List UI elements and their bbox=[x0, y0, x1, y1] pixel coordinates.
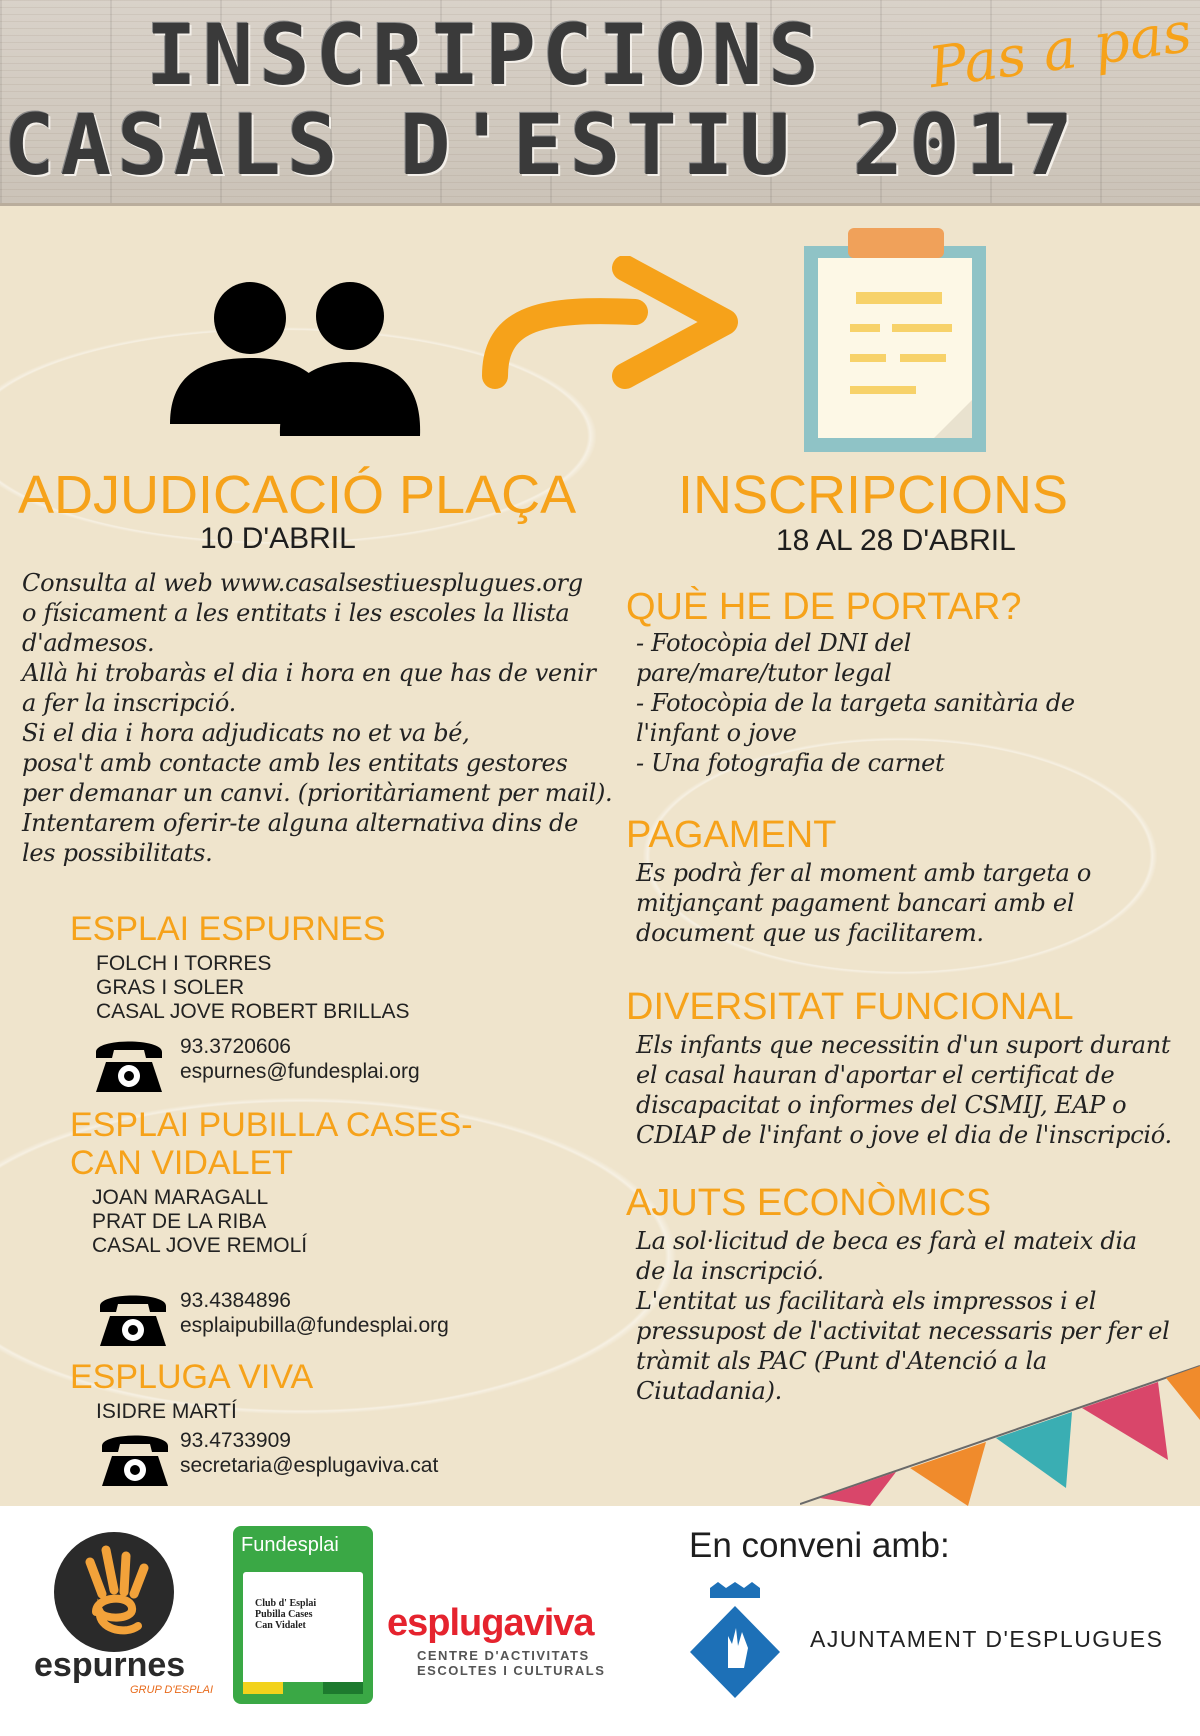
section-title: DIVERSITAT FUNCIONAL bbox=[626, 986, 1074, 1028]
left-date: 10 D'ABRIL bbox=[200, 522, 356, 555]
section-line: L'entitat us facilitarà els impressos i el bbox=[636, 1287, 1097, 1315]
section-line: discapacitat o informes del CSMIJ, EAP o bbox=[636, 1091, 1127, 1119]
entity-name: ESPLAI ESPURNES bbox=[70, 910, 386, 948]
title-line-1: INSCRIPCIONS bbox=[146, 6, 825, 104]
right-heading: INSCRIPCIONS bbox=[678, 465, 1069, 525]
email-link[interactable]: secretaria@esplugaviva.cat bbox=[180, 1454, 439, 1477]
phone-number[interactable]: 93.3720606 bbox=[180, 1035, 291, 1058]
entity-contact bbox=[180, 1288, 449, 1338]
fundesplai-name: Fundesplai bbox=[241, 1534, 339, 1556]
section-line: - Fotocòpia de la targeta sanitària de bbox=[636, 689, 1075, 717]
esplugaviva-name: esplugaviva bbox=[387, 1602, 594, 1644]
telephone-icon bbox=[92, 1032, 166, 1094]
section-line: mitjançant pagament bancari amb el bbox=[636, 889, 1075, 917]
email-link[interactable]: esplaipubilla@fundesplai.org bbox=[180, 1314, 449, 1337]
school-name: JOAN MARAGALL bbox=[92, 1186, 269, 1209]
section-line: Els infants que necessitin d'un suport durant bbox=[636, 1031, 1171, 1059]
section-line: de la inscripció. bbox=[636, 1257, 824, 1285]
school-name: FOLCH I TORRES bbox=[96, 952, 272, 975]
section-line: - Una fotografia de carnet bbox=[636, 749, 945, 777]
esplugaviva-sub-line: CENTRE D'ACTIVITATS bbox=[417, 1648, 590, 1663]
entity-name-line: CAN VIDALET bbox=[70, 1144, 293, 1182]
section-line: pressupost de l'activitat necessaris per fer el bbox=[636, 1317, 1170, 1345]
left-body-line: Consulta al web www.casalsestiuesplugues.org bbox=[22, 569, 583, 597]
right-date: 18 AL 28 D'ABRIL bbox=[776, 524, 1016, 557]
fundesplai-logo bbox=[233, 1526, 373, 1704]
left-body-line: posa't amb contacte amb les entitats gestores bbox=[22, 749, 568, 777]
clipboard-icon bbox=[800, 224, 990, 454]
telephone-icon bbox=[98, 1426, 172, 1488]
tagline: Pas a pas bbox=[924, 0, 1196, 102]
entity-schools bbox=[96, 1400, 237, 1424]
left-body-line: Intentarem oferir-te alguna alternativa dins de bbox=[22, 809, 578, 837]
left-body-line: Si el dia i hora adjudicats no et va bé, bbox=[22, 719, 470, 747]
section-body bbox=[636, 628, 1075, 778]
footer-logos bbox=[0, 1506, 1200, 1736]
section-line: CDIAP de l'infant o jove el dia de l'inscripció. bbox=[636, 1121, 1172, 1149]
section-line: el casal hauran d'aportar el certificat de bbox=[636, 1061, 1115, 1089]
espurnes-logo bbox=[54, 1532, 174, 1652]
school-name: GRAS I SOLER bbox=[96, 976, 245, 999]
entity-contact bbox=[180, 1034, 420, 1084]
conveni-label: En conveni amb: bbox=[689, 1526, 950, 1565]
fundesplai-card bbox=[243, 1572, 363, 1694]
title-line-2: CASALS D'ESTIU 2017 bbox=[4, 96, 1079, 194]
school-name: ISIDRE MARTÍ bbox=[96, 1400, 237, 1423]
entity-schools bbox=[96, 952, 410, 1024]
card-line: Club d' Esplai bbox=[255, 1598, 317, 1609]
entity-name-line: ESPLAI PUBILLA CASES- bbox=[70, 1106, 473, 1144]
bunting-decoration bbox=[800, 1356, 1200, 1506]
entity-name bbox=[70, 1106, 473, 1182]
header-banner bbox=[0, 0, 1200, 206]
phone-number[interactable]: 93.4733909 bbox=[180, 1429, 291, 1452]
esplugaviva-subtitle bbox=[417, 1648, 605, 1678]
left-body-line: les possibilitats. bbox=[22, 839, 213, 867]
color-strip bbox=[243, 1682, 363, 1694]
left-body-line: Allà hi trobaràs el dia i hora en que has de venir bbox=[22, 659, 596, 687]
people-icon bbox=[170, 266, 430, 456]
section-body bbox=[636, 858, 1091, 948]
section-line: Ciutadania). bbox=[636, 1377, 782, 1405]
section-line: l'infant o jove bbox=[636, 719, 797, 747]
ajuntament-shield-icon bbox=[688, 1582, 782, 1702]
left-body-line: per demanar un canvi. (prioritàriament per mail). bbox=[22, 779, 613, 807]
left-body-line: a fer la inscripció. bbox=[22, 689, 236, 717]
fundesplai-card-text bbox=[255, 1598, 316, 1631]
flame-icon bbox=[54, 1532, 174, 1652]
section-title: PAGAMENT bbox=[626, 814, 837, 856]
left-body bbox=[22, 568, 613, 868]
telephone-icon bbox=[96, 1286, 170, 1348]
school-name: CASAL JOVE REMOLÍ bbox=[92, 1234, 308, 1257]
section-line: Es podrà fer al moment amb targeta o bbox=[636, 859, 1092, 887]
espurnes-name: espurnes bbox=[34, 1646, 186, 1684]
ajuntament-name: AJUNTAMENT D'ESPLUGUES bbox=[810, 1626, 1164, 1652]
section-line: La sol·licitud de beca es farà el mateix dia bbox=[636, 1227, 1137, 1255]
main-content bbox=[0, 206, 1200, 1506]
section-line: - Fotocòpia del DNI del bbox=[636, 629, 912, 657]
entity-schools bbox=[92, 1186, 307, 1258]
espurnes-subtitle: GRUP D'ESPLAI bbox=[130, 1684, 213, 1696]
section-body bbox=[636, 1030, 1172, 1150]
school-name: CASAL JOVE ROBERT BRILLAS bbox=[96, 1000, 410, 1023]
left-body-line: d'admesos. bbox=[22, 629, 155, 657]
entity-contact bbox=[180, 1428, 438, 1478]
left-heading: ADJUDICACIÓ PLAÇA bbox=[18, 465, 577, 525]
section-title: AJUTS ECONÒMICS bbox=[626, 1182, 992, 1224]
email-link[interactable]: espurnes@fundesplai.org bbox=[180, 1060, 420, 1083]
card-line: Pubilla Cases bbox=[255, 1609, 313, 1620]
phone-number[interactable]: 93.4384896 bbox=[180, 1289, 291, 1312]
entity-name: ESPLUGA VIVA bbox=[70, 1358, 314, 1396]
left-body-line: o físicament a les entitats i les escoles la llista bbox=[22, 599, 570, 627]
esplugaviva-sub-line: ESCOLTES I CULTURALS bbox=[417, 1663, 606, 1678]
section-line: tràmit als PAC (Punt d'Atenció a la bbox=[636, 1347, 1047, 1375]
school-name: PRAT DE LA RIBA bbox=[92, 1210, 267, 1233]
section-line: pare/mare/tutor legal bbox=[636, 659, 892, 687]
section-title: QUÈ HE DE PORTAR? bbox=[626, 586, 1022, 628]
card-line: Can Vidalet bbox=[255, 1620, 306, 1631]
section-line: document que us facilitarem. bbox=[636, 919, 984, 947]
arrow-right-icon bbox=[475, 256, 755, 426]
